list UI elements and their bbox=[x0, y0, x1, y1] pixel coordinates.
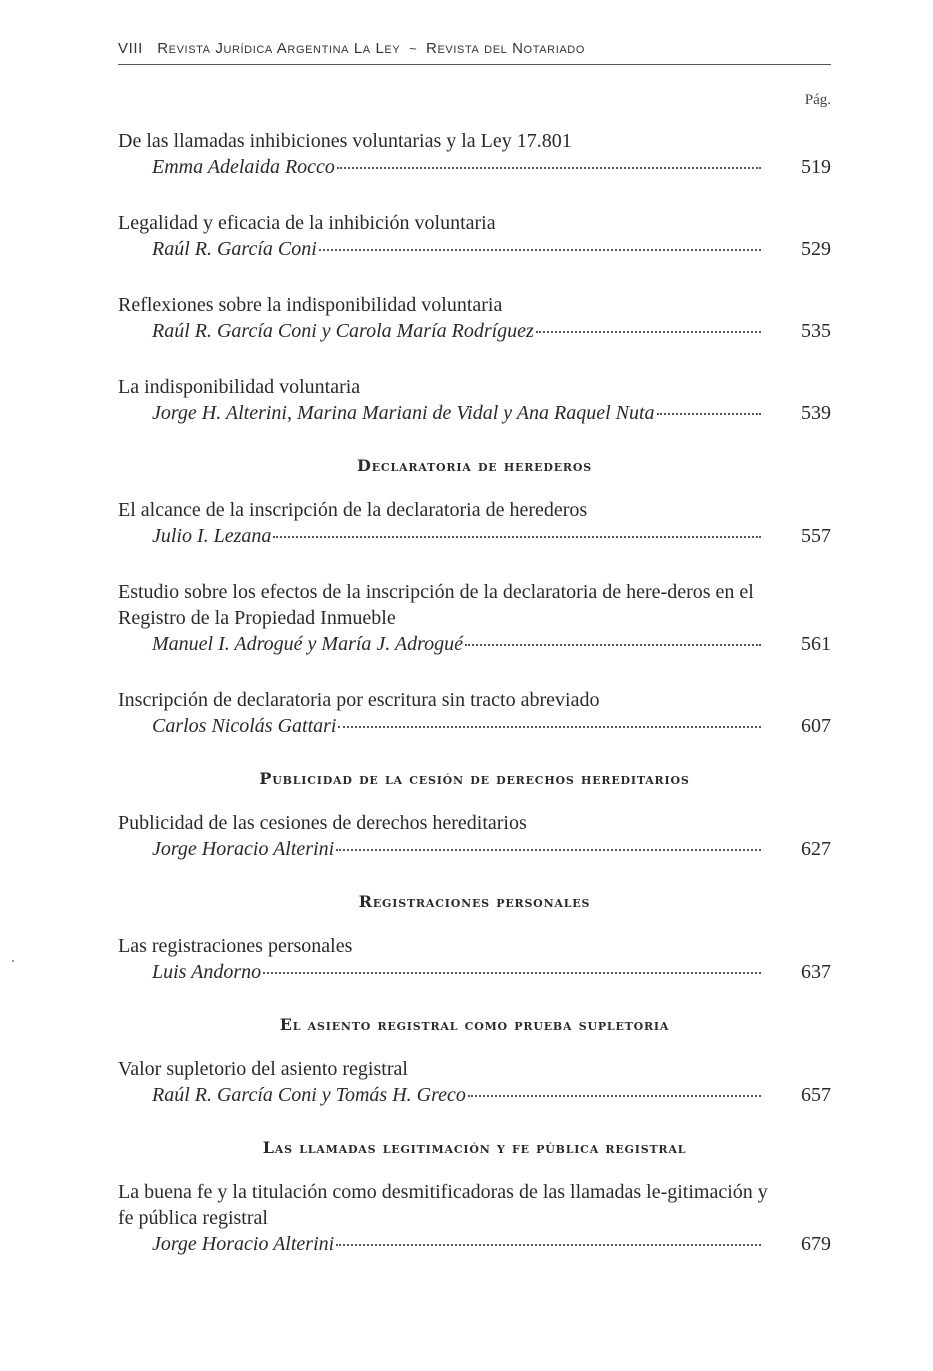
dot-leader bbox=[338, 726, 761, 728]
dot-leader bbox=[337, 167, 761, 169]
header-separator: ~ bbox=[409, 41, 418, 56]
header-page-number: VIII bbox=[118, 40, 143, 57]
entry-page-number: 607 bbox=[801, 715, 831, 737]
entry-title: Valor supletorio del asiento registral bbox=[118, 1058, 408, 1080]
dot-leader bbox=[263, 972, 761, 974]
entry-author: Raúl R. García Coni bbox=[152, 238, 317, 260]
entry-author-line bbox=[118, 631, 831, 657]
entry-title: La indisponibilidad voluntaria bbox=[118, 376, 361, 398]
dot-leader bbox=[319, 249, 761, 251]
entry-page-number: 535 bbox=[801, 320, 831, 342]
section-heading: Registraciones personales bbox=[358, 892, 591, 911]
entry-page-number: 557 bbox=[801, 525, 831, 547]
entry-author: Manuel I. Adrogué y María J. Adrogué bbox=[152, 633, 464, 655]
header-rule bbox=[118, 64, 831, 65]
section-heading: Publicidad de la cesión de derechos hereditarios bbox=[259, 769, 690, 788]
entry-author-line bbox=[118, 1231, 831, 1257]
page-column-label: Pág. bbox=[804, 92, 831, 108]
entry-author-line bbox=[118, 836, 831, 862]
entry-title: Legalidad y eficacia de la inhibición voluntaria bbox=[118, 212, 496, 234]
entry-author-line bbox=[118, 959, 831, 985]
toc-entry[interactable] bbox=[118, 1179, 831, 1257]
entry-title: Estudio sobre los efectos de la inscripción de la declaratoria de here-deros en el Registro de la Propiedad Inmueble bbox=[118, 581, 754, 629]
toc-entry[interactable] bbox=[118, 1056, 831, 1108]
entry-page-number: 679 bbox=[801, 1233, 831, 1255]
toc-entry[interactable] bbox=[118, 128, 831, 180]
entry-author-line bbox=[118, 1082, 831, 1108]
toc-entry[interactable] bbox=[118, 292, 831, 344]
entry-author: Raúl R. García Coni y Carola María Rodríguez bbox=[152, 320, 534, 342]
toc-entry[interactable] bbox=[118, 810, 831, 862]
running-header bbox=[118, 40, 831, 57]
entry-author-line bbox=[118, 318, 831, 344]
toc-entry[interactable] bbox=[118, 374, 831, 426]
section-heading: Declaratoria de herederos bbox=[357, 456, 592, 475]
entry-page-number: 637 bbox=[801, 961, 831, 983]
dot-leader bbox=[468, 1095, 761, 1097]
entry-title: La buena fe y la titulación como desmitificadoras de las llamadas le-gitimación y fe pública registral bbox=[118, 1181, 768, 1229]
entry-page-number: 529 bbox=[801, 238, 831, 260]
dot-leader bbox=[536, 331, 761, 333]
entry-author: Jorge Horacio Alterini bbox=[152, 1233, 335, 1255]
dot-leader bbox=[273, 536, 761, 538]
dot-leader bbox=[465, 644, 761, 646]
entry-page-number: 519 bbox=[801, 156, 831, 178]
entry-title: Reflexiones sobre la indisponibilidad voluntaria bbox=[118, 294, 503, 316]
entry-author: Carlos Nicolás Gattari bbox=[152, 715, 337, 737]
toc-entry[interactable] bbox=[118, 933, 831, 985]
header-journal-b: Revista del Notariado bbox=[426, 40, 585, 57]
entry-title: De las llamadas inhibiciones voluntarias y la Ley 17.801 bbox=[118, 130, 572, 152]
entry-author: Emma Adelaida Rocco bbox=[152, 156, 335, 178]
entry-page-number: 657 bbox=[801, 1084, 831, 1106]
table-of-contents bbox=[118, 128, 831, 1287]
margin-speck bbox=[12, 960, 14, 962]
entry-title: El alcance de la inscripción de la declaratoria de herederos bbox=[118, 499, 588, 521]
entry-author-line bbox=[118, 400, 831, 426]
entry-author: Jorge Horacio Alterini bbox=[152, 838, 335, 860]
dot-leader bbox=[336, 849, 761, 851]
entry-title: Las registraciones personales bbox=[118, 935, 353, 957]
entry-page-number: 561 bbox=[801, 633, 831, 655]
entry-author-line bbox=[118, 236, 831, 262]
entry-page-number: 539 bbox=[801, 402, 831, 424]
toc-entry[interactable] bbox=[118, 687, 831, 739]
entry-author: Luis Andorno bbox=[152, 961, 262, 983]
entry-author-line bbox=[118, 713, 831, 739]
dot-leader bbox=[657, 413, 761, 415]
entry-author: Jorge H. Alterini, Marina Mariani de Vidal y Ana Raquel Nuta bbox=[152, 402, 655, 424]
entry-title: Publicidad de las cesiones de derechos hereditarios bbox=[118, 812, 527, 834]
entry-author-line bbox=[118, 154, 831, 180]
toc-entry[interactable] bbox=[118, 579, 831, 657]
toc-entry[interactable] bbox=[118, 210, 831, 262]
header-journal-a: Revista Jurídica Argentina La Ley bbox=[157, 40, 401, 57]
entry-author-line bbox=[118, 523, 831, 549]
entry-page-number: 627 bbox=[801, 838, 831, 860]
entry-author: Julio I. Lezana bbox=[152, 525, 272, 547]
dot-leader bbox=[336, 1244, 761, 1246]
section-heading: Las llamadas legitimación y fe pública registral bbox=[262, 1138, 687, 1157]
entry-title: Inscripción de declaratoria por escritura sin tracto abreviado bbox=[118, 689, 600, 711]
entry-author: Raúl R. García Coni y Tomás H. Greco bbox=[152, 1084, 466, 1106]
toc-entry[interactable] bbox=[118, 497, 831, 549]
section-heading: El asiento registral como prueba supletoria bbox=[279, 1015, 670, 1034]
